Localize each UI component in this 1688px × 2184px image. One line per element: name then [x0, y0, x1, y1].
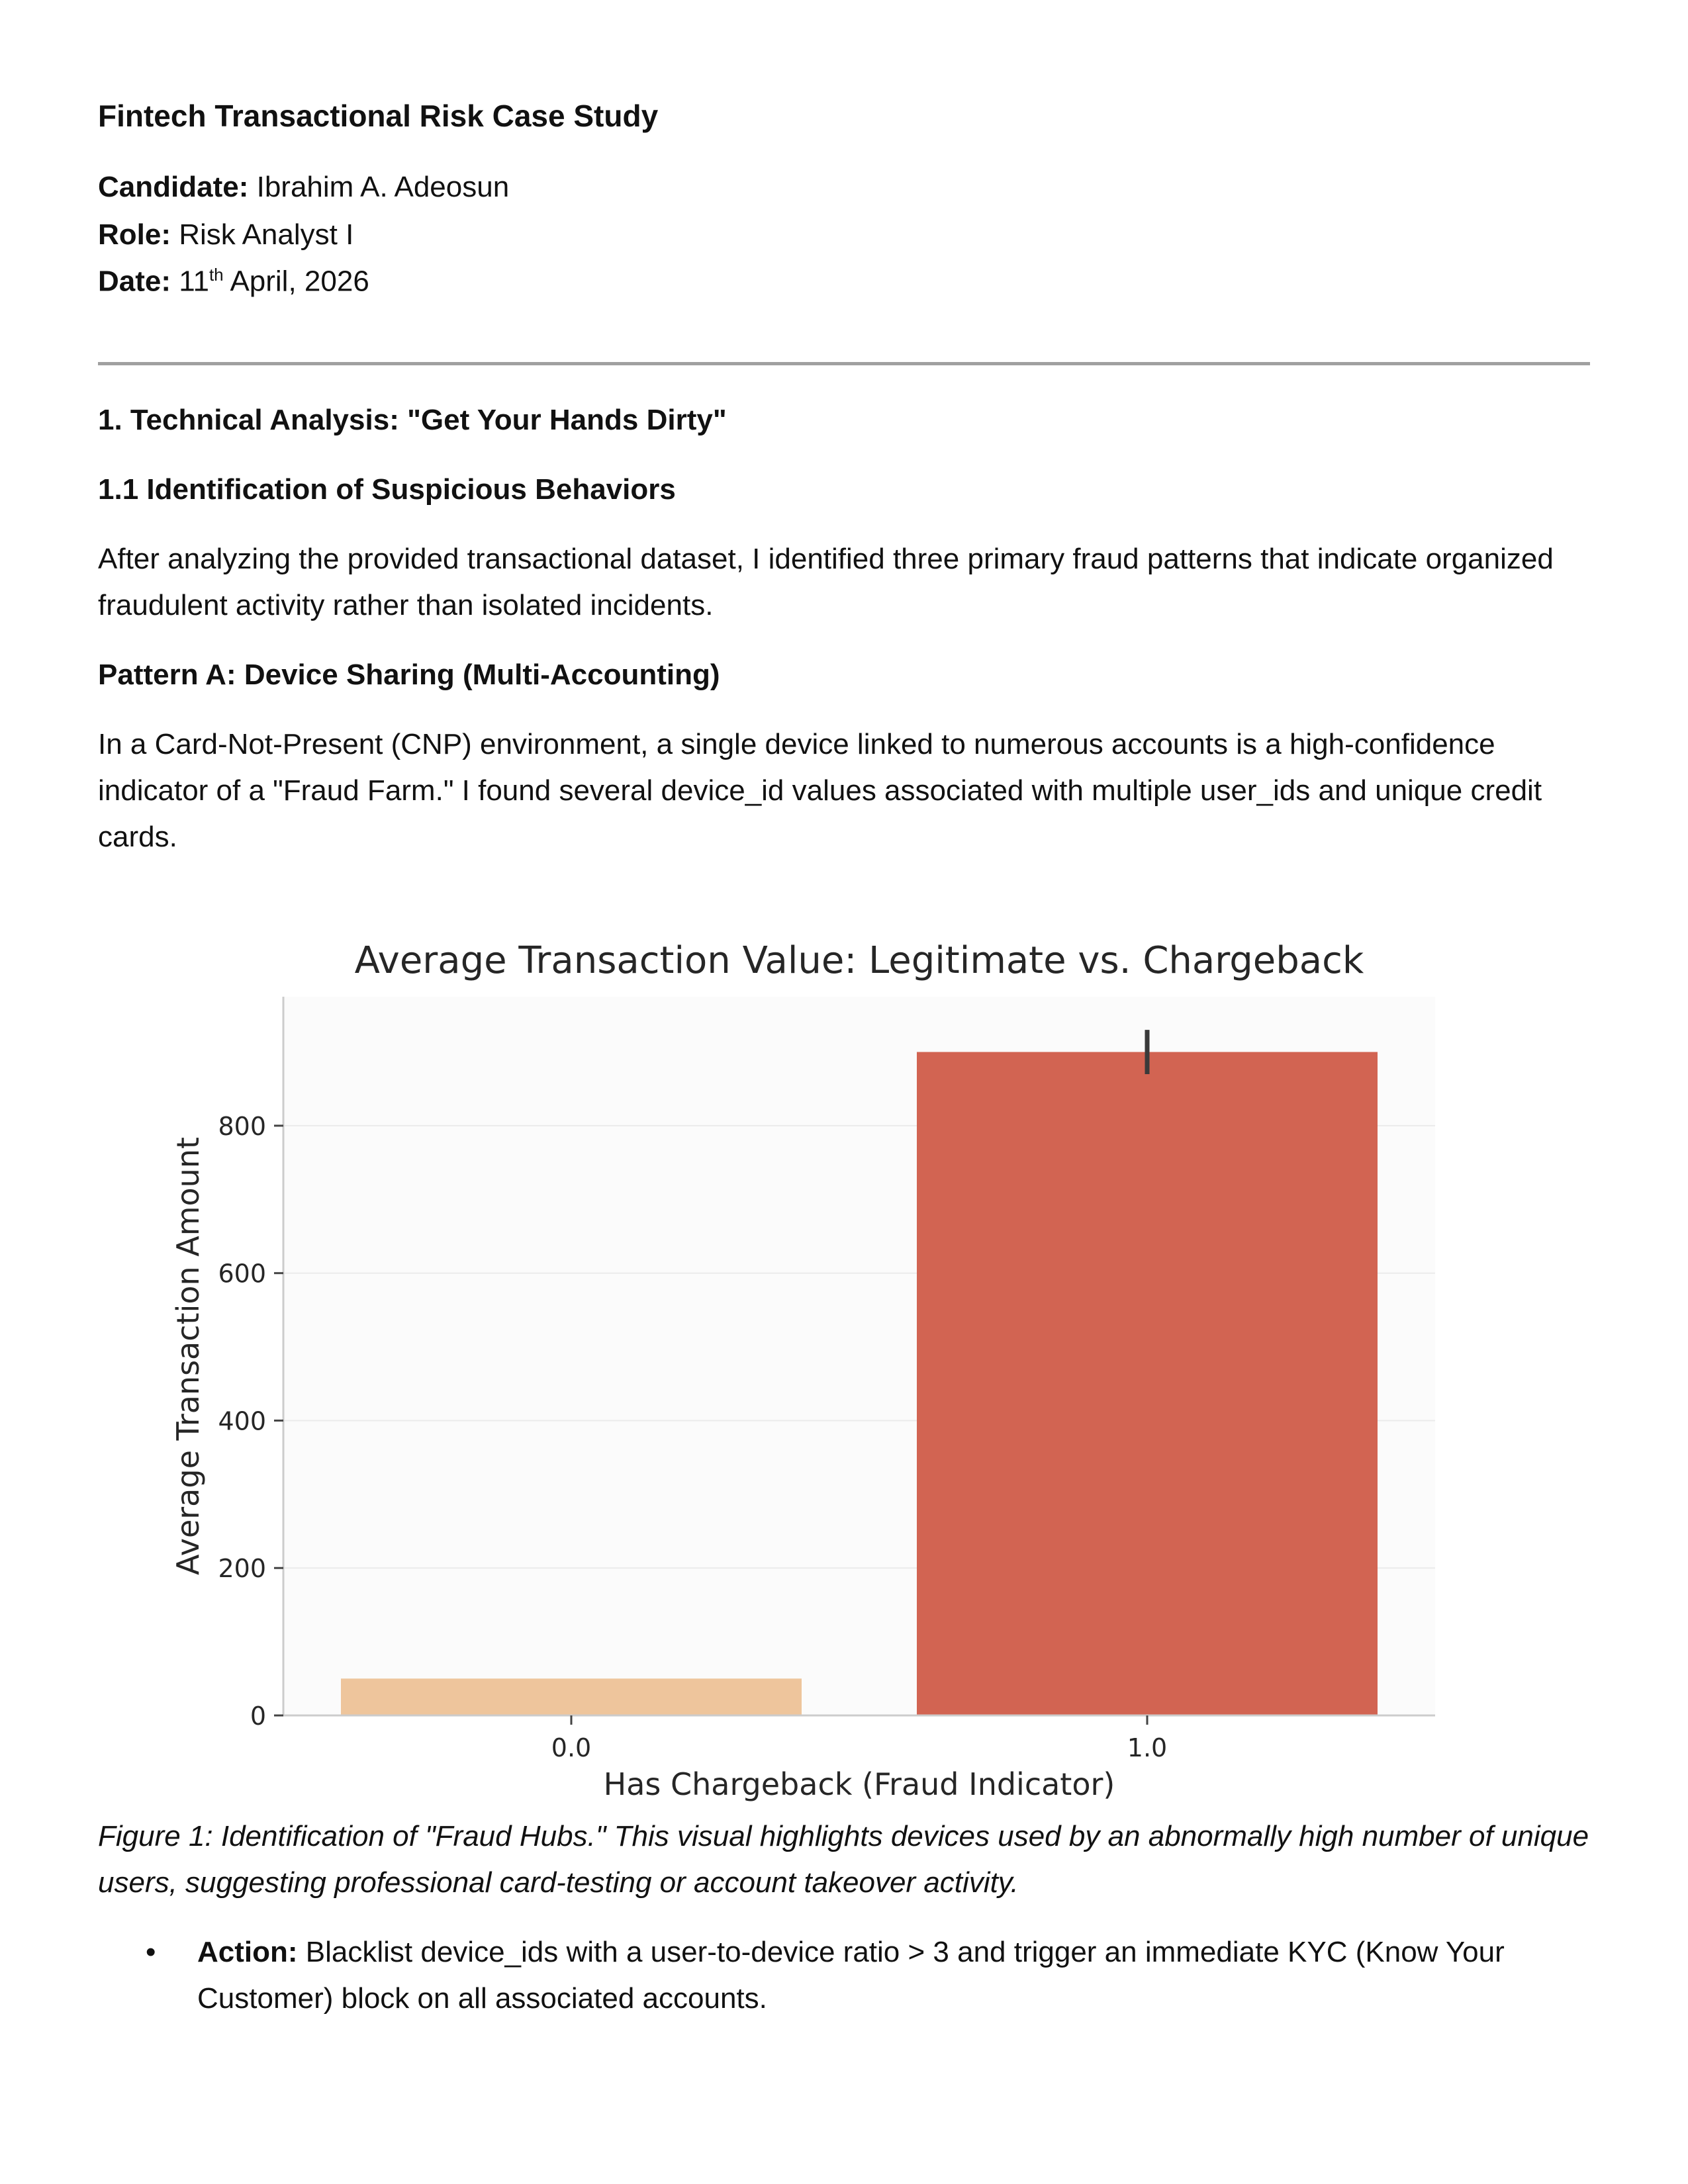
bar-chart: [144, 933, 1468, 1807]
bar: [341, 1678, 802, 1715]
pattern-a-heading: Pattern A: Device Sharing (Multi-Accounting): [98, 659, 720, 691]
role-label: Role:: [98, 218, 171, 251]
y-tick-label: 600: [218, 1259, 266, 1289]
y-tick-label: 200: [218, 1554, 266, 1584]
role-line: [98, 218, 353, 251]
candidate-line: [98, 171, 509, 204]
chart-title: Average Transaction Value: Legitimate vs. Chargeback: [354, 939, 1364, 982]
section-1-1-heading: 1.1 Identification of Suspicious Behaviors: [98, 473, 676, 506]
x-ticks: [551, 1715, 1167, 1762]
section-1-heading: 1. Technical Analysis: "Get Your Hands Dirty": [98, 404, 727, 436]
y-ticks: [218, 1112, 283, 1731]
y-axis-label: Average Transaction Amount: [170, 1136, 206, 1576]
horizontal-divider: [98, 362, 1590, 365]
date-label: Date:: [98, 265, 171, 298]
intro-paragraph: After analyzing the provided transactional dataset, I identified three primary fraud patterns that indicate organized fraudulent activity rather than isolated incidents.: [98, 543, 1554, 621]
bullet-text-wrap: [197, 1929, 1590, 2022]
bullet-label: Action:: [197, 1936, 298, 1968]
chart-svg: [144, 933, 1468, 1807]
x-axis-label: Has Chargeback (Fraud Indicator): [603, 1766, 1115, 1802]
bullet-marker: •: [146, 1936, 156, 1968]
bullet-text: Blacklist device_ids with a user-to-device ratio > 3 and trigger an immediate KYC (Know Your Customer) block on all associated accounts.: [197, 1936, 1505, 2015]
figure-caption: Figure 1: Identification of "Fraud Hubs." This visual highlights devices used by an abnormally high number of unique users, suggesting professional card-testing or account takeover activity.: [98, 1820, 1589, 1899]
y-tick-label: 400: [218, 1406, 266, 1436]
role-value: Risk Analyst I: [179, 218, 354, 251]
y-tick-label: 800: [218, 1111, 266, 1141]
x-tick-label: 0.0: [551, 1733, 592, 1762]
candidate-label: Candidate:: [98, 171, 249, 203]
date-line: [98, 265, 369, 298]
date-suffix: th: [209, 265, 224, 285]
date-rest: April, 2026: [230, 265, 369, 298]
document-title: Fintech Transactional Risk Case Study: [98, 99, 659, 133]
y-tick-label: 0: [250, 1702, 266, 1731]
bar: [917, 1052, 1378, 1715]
candidate-value: Ibrahim A. Adeosun: [256, 171, 510, 203]
date-day: 11: [179, 265, 209, 298]
pattern-a-paragraph: In a Card-Not-Present (CNP) environment, a single device linked to numerous accounts is a high-confidence indicator of a "Fraud Farm." I found several device_id values associated with multiple user_ids and unique credit cards.: [98, 728, 1542, 853]
x-tick-label: 1.0: [1127, 1733, 1168, 1762]
